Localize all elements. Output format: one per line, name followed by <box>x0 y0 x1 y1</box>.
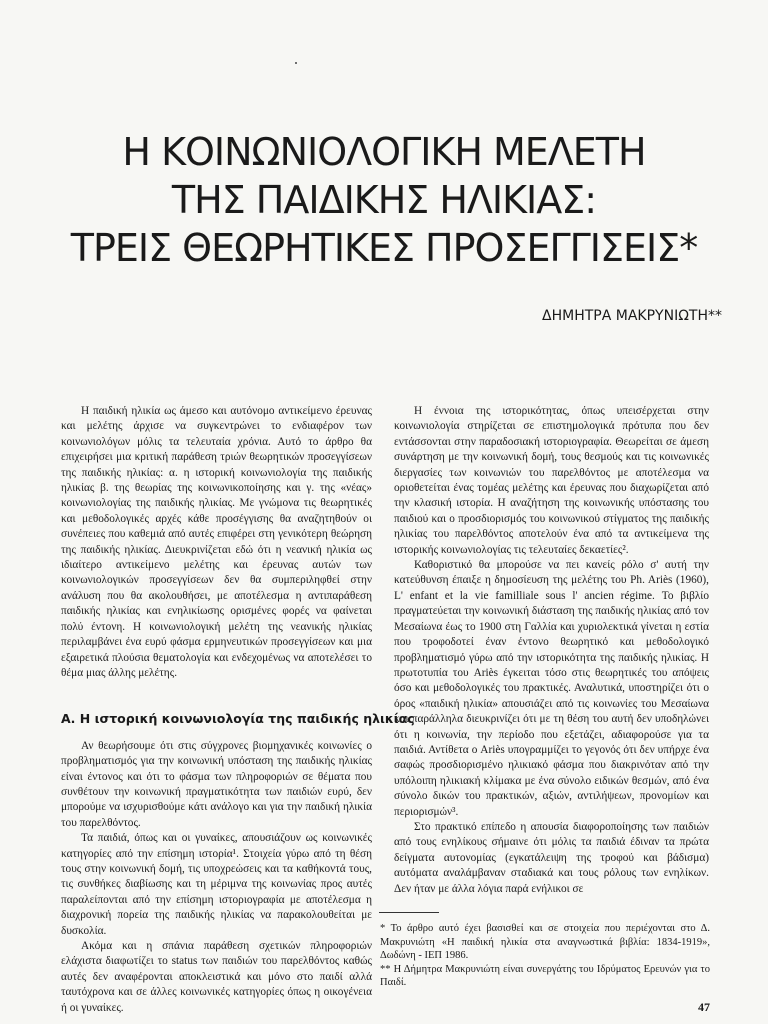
title-line-3: ΤΡΕΙΣ ΘΕΩΡΗΤΙΚΕΣ ΠΡΟΣΕΓΓΙΣΕΙΣ* <box>70 226 698 270</box>
body-paragraph: Ακόμα και η σπάνια παράθεση σχετικών πληροφοριών ελάχιστα διαφωτίζει το status των παιδιών του παρελθόντος καθώς αυτές δεν αναφέρονται αποκλειστικά και μόνο στο παιδί αλλά ταυτόχρονα και σε άλλες κοινωνικές κατηγορίες όπως η οικογένεια ή οι γυναίκες. <box>61 940 372 1014</box>
title-line-2: ΤΗΣ ΠΑΙΔΙΚΗΣ ΗΛΙΚΙΑΣ: <box>171 178 597 222</box>
footnote: * Το άρθρο αυτό έχει βασισθεί και σε στοιχεία που περιέχονται στο Δ. Μακρυνιώτη «Η παιδική ηλικία στα αναγνωστικά βιβλία: 1834-1919», Δωδώνη - ΙΕΠ 1986. <box>380 923 710 961</box>
footnotes <box>380 922 710 990</box>
section-heading: Α. Η ιστορική κοινωνιολογία της παιδικής ηλικίας <box>61 711 415 727</box>
body-paragraph: Καθοριστικό θα μπορούσε να πει κανείς ρόλο σ' αυτή την κατεύθυνση έπαιξε η δημοσίευση της μελέτης του Ph. Ariès (1960), L' enfant et la vie familliale sous l' ancien régime. Το βιβλίο πραγματεύεται την κοινωνική διάσταση της παιδικής ηλικίας από τον Μεσαίωνα έως το 1900 στη Γαλλία και χυριολεκτικά γίνεται η εστία που τροφοδοτεί έναν έντονο θεωρητικό και μεθοδολογικό προβληματισμό γύρω από την ιστορικότητα της παιδικής ηλικίας. Η πρωτοτυπία του Ariès έγκειται τόσο στις θεωρητικές του απόψεις όσο και μεθοδολογικές του πρακτικές. Αναλυτικά, υποστηρίζει ότι ο όρος «παιδική ηλικία» απουσιάζει από τις κοινωνίες του Μεσαίωνα και παράλληλα διευκρινίζει ότι με τη θέση του αυτή δεν υποδηλώνει ότι η κοινωνία, την περίοδο που εξετάζει, αδιαφορούσε για τα παιδιά. Αντίθετα ο Ariès υπογραμμίζει το γεγονός ότι δεν υπήρχε ένα σαφώς προσδιορισμένο ηλικιακό φάσμα που διακρινόταν από την υπόλοιπη ηλικιακή κλίμακα με ένα σύνολο ειδικών θεσμών, από ένα σύνολο δικών του πρακτικών, αξιών, αντιλήψεων, προνομίων και περιορισμών³. <box>394 559 709 818</box>
footnote-divider <box>379 912 439 913</box>
author-name: ΔΗΜΗΤΡΑ ΜΑΚΡΥΝΙΩΤΗ** <box>542 308 722 324</box>
article-title <box>0 128 768 272</box>
right-column <box>394 404 709 897</box>
title-line-1: Η ΚΟΙΝΩΝΙΟΛΟΓΙΚΗ ΜΕΛΕΤΗ <box>122 130 646 174</box>
body-paragraph: Η έννοια της ιστορικότητας, όπως υπεισέρχεται στην κοινωνιολογία στηρίζεται σε επιστημολογικά πρότυπα που δεν εντάσσονται στην παραδοσιακή ιστοριογραφία. Θεωρείται σε άμεση συνάρτηση με την κοινωνική δομή, τους θεσμούς και τις κοινωνικές διεργασίες των κοινωνιών του παρελθόντος με αποτέλεσμα να οριοθετείται ένας τομέας μελέτης και έρευνας που διαχωρίζεται από την κλασική ιστορία. Η αναζήτηση της κοινωνικής υπόστασης του παιδιού και ο προσδιορισμός του κοινωνικού στίγματος της παιδικής ηλικίας του παρελθόντος αποτελούν ένα από τα αντικείμενα της ιστορικής κοινωνιολογίας τις τελευταίες δεκαετίες². <box>394 405 709 556</box>
body-paragraph: Στο πρακτικό επίπεδο η απουσία διαφοροποίησης των παιδιών από τους ενηλίκους σήμαινε ότι μόλις τα παιδιά έδιναν τα πρώτα δείγματα αυτονομίας (εγκατάλειψη της τροφού και βάδισμα) αυτόματα αναλάμβαναν σταδιακά και τους ρόλους των ενηλίκων. Δεν ήταν με άλλα λόγια παρά ενήλικοι σε <box>394 820 709 895</box>
intro-paragraph: Η παιδική ηλικία ως άμεσο και αυτόνομο αντικείμενο έρευνας και μελέτης άρχισε να συγκεντρώνει το ενδιαφέρον των κοινωνιολόγων μόλις τα τελευταία χρόνια. Αυτό το άρθρο θα επιχειρήσει μια κριτική παράθεση τριών θεωρητικών προσεγγίσεων της παιδικής ηλικίας: α. η ιστορική κοινωνιολογία της παιδικής ηλικίας β. της θεωρίας της κοινωνικοποίησης και γ. της «νέας» κοινωνιολογίας της παιδικής ηλικίας. Με γνώμονα τις θεωρητικές και μεθοδολογικές αρχές κάθε προσέγγισης θα αναζητηθούν οι συνέπειες που καθεμιά από αυτές επιφέρει στη γενικότερη θεώρηση της παιδικής ηλικίας. Διευκρινίζεται εδώ ότι η νεανική ηλικία ως ιδιαίτερο αντικείμενο μελέτης και έρευνας αυτών των κοινωνιολογικών προσεγγίσεων δεν θα συμπεριληφθεί στην ανάλυση που θα ακολουθήσει, με αποτέλεσμα η αντιπαράθεση παιδικής ηλικίας και ενηλικίωσης ορισμένες φορές να φαίνεται πολύ έντονη. Η κοινωνιολογική μελέτη της νεανικής ηλικίας περιλαμβάνει ένα ευρύ φάσμα ερμηνευτικών προσεγγίσεων και μια εξαιρετικά πλούσια θεματολογία και ενδεχομένως να αποτελέσει το θέμα μιας άλλης μελέτης. <box>61 405 372 679</box>
page-number: 47 <box>698 1000 710 1014</box>
body-paragraph: Τα παιδιά, όπως και οι γυναίκες, απουσιάζουν ως κοινωνικές κατηγορίες από την επίσημη ιστορία¹. Στοιχεία γύρω από τη θέση τους στην κοινωνική δομή, τις υποχρεώσεις και τα καθήκοντά τους, τις συνθήκες διαβίωσης και τη μέριμνα της κοινωνίας προς αυτές παραλείπονται από την επίσημη ιστοριογραφία με αποτέλεσμα η διαχρονική πορεία της παιδικής ηλικίας να παρακολουθείται με δυσκολία. <box>61 832 372 937</box>
left-column <box>61 404 415 1016</box>
stray-mark <box>295 62 297 64</box>
footnote: ** Η Δήμητρα Μακρυνιώτη είναι συνεργάτης του Ιδρύματος Ερευνών για το Παιδί. <box>380 963 710 988</box>
body-paragraph: Αν θεωρήσουμε ότι στις σύγχρονες βιομηχανικές κοινωνίες ο προβληματισμός για την κοινωνική υπόσταση της παιδικής ηλικίας είναι έντονος και ότι το φάσμα των πληροφοριών σε θέματα που συνθέτουν την κοινωνική πραγματικότητα των παιδιών ευρύ, δεν μπορούμε να ισχυρισθούμε κάτι ανάλογο και για την παιδική ηλικία του παρελθόντος. <box>61 739 372 829</box>
